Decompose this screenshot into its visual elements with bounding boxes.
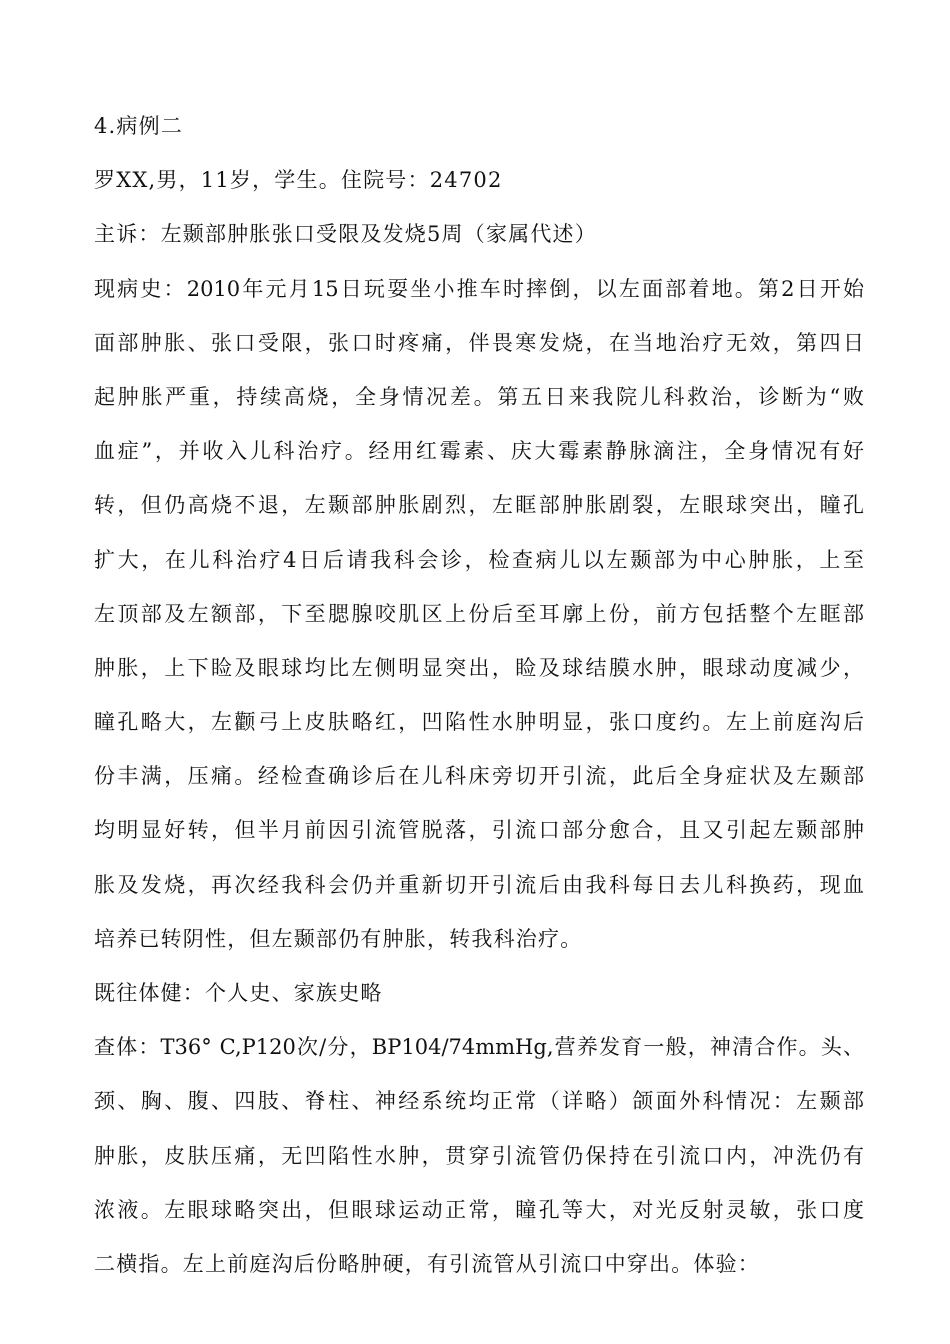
- present-history-line: 左顶部及左额部，下至腮腺咬肌区上份后至耳廓上份，前方包括整个左眶部: [94, 601, 864, 626]
- case-report-text: [94, 104, 864, 1296]
- present-history-line: 面部肿胀、张口受限，张口时疼痛，伴畏寒发烧，在当地治疗无效，第四日: [94, 330, 864, 355]
- present-history-line: 起肿胀严重，持续高烧，全身情况差。第五日来我院儿科救治，诊断为“败: [94, 384, 864, 409]
- past-history-line: 既往体健：个人史、家族史略: [94, 981, 383, 1005]
- patient-info-line: 罗XX,男，11岁，学生。住院号：24702: [94, 168, 503, 193]
- present-history-line: 份丰满，压痛。经检查确诊后在儿科床旁切开引流，此后全身症状及左颞部: [94, 764, 864, 789]
- present-history-line: 瞳孔略大，左颧弓上皮肤略红，凹陷性水肿明显，张口度约。左上前庭沟后: [94, 710, 864, 735]
- present-history-line: 扩大，在儿科治疗4日后请我科会诊，检查病儿以左颞部为中心肿胀，上至: [94, 547, 864, 572]
- physical-exam-line: 查体：T36° C,P120次/分，BP104/74mmHg,营养发育一般，神清合作。头、: [94, 1035, 864, 1060]
- physical-exam-line: 浓液。左眼球略突出，但眼球运动正常，瞳孔等大，对光反射灵敏，张口度: [94, 1197, 864, 1222]
- present-history-line: 现病史：2010年元月15日玩耍坐小推车时摔倒，以左面部着地。第2日开始: [94, 276, 864, 301]
- present-history-line: 培养已转阴性，但左颞部仍有肿胀，转我科治疗。: [94, 926, 583, 951]
- present-history-line: 转，但仍高烧不退，左颞部肿胀剧烈，左眶部肿胀剧裂，左眼球突出，瞳孔: [94, 493, 864, 518]
- present-history-line: 胀及发烧，再次经我科会仍并重新切开引流后由我科每日去儿科换药，现血: [94, 872, 864, 897]
- present-history-line: 肿胀，上下睑及眼球均比左侧明显突出，睑及球结膜水肿，眼球动度减少，: [94, 655, 864, 680]
- physical-exam-line: 肿胀，皮肤压痛，无凹陷性水肿，贯穿引流管仍保持在引流口内，冲洗仍有: [94, 1143, 864, 1168]
- present-history-line: 血症”，并收入儿科治疗。经用红霉素、庆大霉素静脉滴注，全身情况有好: [94, 439, 864, 464]
- section-heading: 4.病例二: [94, 114, 184, 138]
- chief-complaint-line: 主诉：左颞部肿胀张口受限及发烧5周（家属代述）: [94, 222, 597, 247]
- physical-exam-line: 二横指。左上前庭沟后份略肿硬，有引流管从引流口中穿出。体验：: [94, 1251, 760, 1276]
- present-history-line: 均明显好转，但半月前因引流管脱落，引流口部分愈合，且又引起左颞部肿: [94, 818, 864, 843]
- physical-exam-line: 颈、胸、腹、四肢、脊柱、神经系统均正常（详略）颌面外科情况：左颞部: [94, 1089, 864, 1114]
